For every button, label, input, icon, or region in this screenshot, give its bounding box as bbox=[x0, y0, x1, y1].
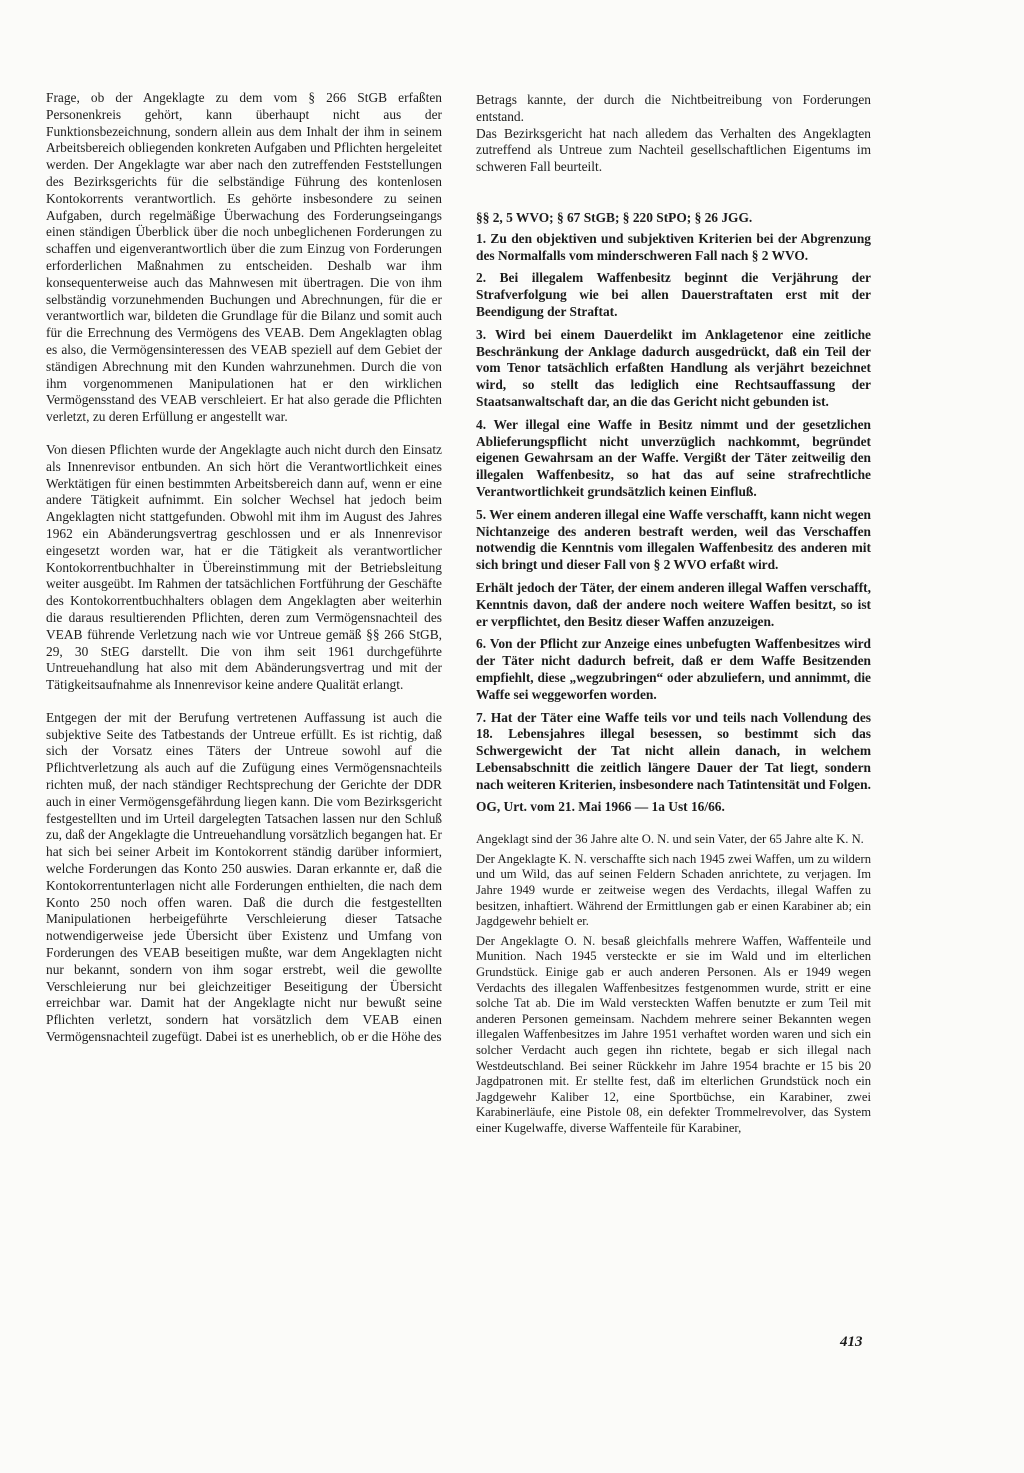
right-intro-paragraph-1: Betrags kannte, der durch die Nichtbeitreibung von Forderungen entstand. bbox=[476, 92, 871, 124]
facts-paragraph-3: Der Angeklagte O. N. besaß gleichfalls mehrere Waffen, Waffenteile und Munition. Nach 1945 versteckte er sie im Wald und im elterlichen Grundstück. Einige gab er auch anderen Personen. Als er 1949 wegen Verdachts des illegalen Waffenbesitzes festgenommen wurde, stritt er eine solche Tat ab. Die im Wald versteckten Waffen benutzte er zum Teil mit anderen Personen gemeinsam. Nachdem mehrere seiner Bekannten wegen illegalen Waffenbesitzes im Jahre 1951 verhaftet worden waren und sich ein solcher Verdacht auch gegen ihn richtete, begab er sich illegal nach Westdeutschland. Bei seiner Rückkehr im Jahre 1954 brachte er 15 bis 20 Jagdpatronen mit. Er stellte fest, daß im elterlichen Grundstück noch ein Jagdgewehr Kaliber 12, eine Sportbüchse, ein Karabiner, zwei Karabinerläufe, eine Pistole 08, ein defekter Trommelrevolver, das System einer Kugelwaffe, diverse Waffenteile für Karabiner, bbox=[476, 933, 871, 1135]
headnote-5-continued: Erhält jedoch der Täter, der einem anderen illegal Waffen verschafft, Kenntnis davon, daß der andere noch weitere Waffen besitzt, so ist er verpflichtet, den Besitz dieser Waffen anzuzeigen. bbox=[476, 579, 871, 629]
facts-paragraph-2: Der Angeklagte K. N. verschaffte sich nach 1945 zwei Waffen, um zu wildern und um Wild, das auf seinen Feldern Schaden anrichtete, zu verjagen. Im Jahre 1949 wurde er zeitweise wegen des Verdachts, illegal Waffen zu besitzen, inhaftiert. Während der Ermittlungen gab er einen Karabiner ab; ein Jagdgewehr behielt er. bbox=[476, 851, 871, 929]
headnote-5: 5. Wer einem anderen illegal eine Waffe verschafft, kann nicht wegen Nichtanzeige des anderen bestraft werden, weil das Verschaffen notwendig die Kenntnis vom illegalen Waffenbesitz des anderen mit sich bringt und dieser Fall von § 2 WVO erfaßt wird. bbox=[476, 506, 871, 573]
right-intro-paragraph-2: Das Bezirksgericht hat nach alledem das Verhalten des Angeklagten zutreffend als Untreue zum Nachteil gesellschaftlichen Eigentums im schweren Fall beurteilt. bbox=[476, 125, 871, 175]
headnote-3: 3. Wird bei einem Dauerdelikt im Anklagetenor eine zeitliche Beschränkung der Anklage dadurch ausgedrückt, daß ein Teil der vom Tenor tatsächlich erfaßten Handlung als verjährt bezeichnet wird, so stellt das lediglich eine Rechtsauffassung der Staatsanwaltschaft dar, an die das Gericht nicht gebunden ist. bbox=[476, 326, 871, 409]
page-number: 413 bbox=[840, 1334, 863, 1350]
statute-reference: §§ 2, 5 WVO; § 67 StGB; § 220 StPO; § 26 JGG. bbox=[476, 209, 753, 225]
left-column bbox=[46, 90, 442, 1046]
facts-paragraph-1: Angeklagt sind der 36 Jahre alte O. N. und sein Vater, der 65 Jahre alte K. N. bbox=[476, 832, 864, 847]
left-paragraph-1: Frage, ob der Angeklagte zu dem vom § 266 StGB erfaßten Personenkreis gehört, kann überhaupt nicht aus der Funktionsbezeichnung, sondern allein aus dem Inhalt der ihm in seinem Arbeitsbereich obliegenden konkreten Aufgaben und Pflichten hergeleitet werden. Der Angeklagte war aber nach den zutreffenden Feststellungen des Bezirksgerichts für die selbständige Führung des kontenlosen Kontokorrents verantwortlich. Es gehörte insbesondere zu seinen Aufgaben, durch regelmäßige Überwachung des Forderungseingangs einen ständigen Überblick über die noch unbeglichenen Forderungen zu schaffen und eigenverantwortlich über die zum Einzug von Forderungen erforderlichen Maßnahmen zu entscheiden. Deshalb war ihm konsequenterweise auch das Mahnwesen mit übertragen. Die von ihm selbständig vorzunehmenden Buchungen und Abrechnungen, für die er verantwortlich war, bildeten die Grundlage für die Bilanz und somit auch für die Errechnung des Vermögens des VEAB. Dem Angeklagten oblag es also, die Vermögensinteressen des VEAB speziell auf dem Gebiet der ständigen Abrechnung mit den Kunden wahrzunehmen. Durch die von ihm vorgenommenen Manipulationen hat er den wirklichen Vermögensstand des VEAB verschleiert. Er hat also gerade die Pflichten verletzt, zu deren Erfüllung er angestellt war. bbox=[46, 90, 442, 425]
court-citation: OG, Urt. vom 21. Mai 1966 — 1a Ust 16/66. bbox=[476, 799, 725, 815]
headnote-7: 7. Hat der Täter eine Waffe teils vor und teils nach Vollendung des 18. Lebensjahres illegal besessen, so bestimmt sich das Schwergewicht der Tat nicht allein danach, in welchem Lebensabschnitt die zeitlich längere Dauer der Tat liegt, sondern nach weiteren Kriterien, insbesondere nach Tatintensität und Folgen. bbox=[476, 709, 871, 792]
headnote-6: 6. Von der Pflicht zur Anzeige eines unbefugten Waffenbesitzes wird der Täter nicht dadurch befreit, daß er dem Waffe Besitzenden empfiehlt, diese „wegzubringen“ oder abzuliefern, und annimmt, die Waffe sei weggeworfen worden. bbox=[476, 636, 871, 702]
headnote-2: 2. Bei illegalem Waffenbesitz beginnt die Verjährung der Strafverfolgung wie bei allen Dauerstraftaten erst mit der Beendigung der Straftat. bbox=[476, 270, 871, 319]
headnote-4: 4. Wer illegal eine Waffe in Besitz nimmt und der gesetzlichen Ablieferungspflicht nicht unverzüglich nachkommt, begründet eigenen Gewahrsam an der Waffe. Vergißt der Täter zeitweilig den illegalen Waffenbesitz, so hat das auf seine strafrechtliche Verantwortlichkeit grundsätzlich keinen Einfluß. bbox=[476, 416, 871, 499]
headnote-1: 1. Zu den objektiven und subjektiven Kriterien bei der Abgrenzung des Normalfalls vom minderschweren Fall nach § 2 WVO. bbox=[476, 230, 871, 263]
right-column bbox=[476, 92, 871, 1141]
facts-section bbox=[476, 832, 871, 1136]
left-paragraph-3: Entgegen der mit der Berufung vertretenen Auffassung ist auch die subjektive Seite des Tatbestands der Untreue erfüllt. Es ist richtig, daß sich der Vorsatz eines Täters der Untreue sowohl auf die Pflichtverletzung als auch auf die Zufügung eines Vermögensnachteils richten muß, der nach ständiger Rechtsprechung der Gerichte der DDR auch in einer Vermögensgefährdung liegen kann. Die vom Bezirksgericht festgestellten und im Urteil dargelegten Tatsachen lassen nur den Schluß zu, daß der Angeklagte die Untreuehandlung vorsätzlich begangen hat. Er hat sich bei seiner Arbeit im Kontokorrent ständig darüber informiert, welche Forderungen das Konto 250 auswies. Daran erkannte er, daß die Kontokorrentunterlagen nicht alle Forderungen enthielten, die nach dem Konto 250 noch offen waren. Daß die durch die festgestellten Manipulationen herbeigeführte Verschleierung dieser Tatsache notwendigerweise jede Übersicht über Existenz und Umfang von Forderungen des VEAB beseitigen mußte, war dem Angeklagten nicht nur bekannt, sondern von ihm sogar erstrebt, weil die gewollte Verschleierung nur bei gleichzeitiger Beseitigung der Übersicht erreichbar war. Damit hat der Angeklagte nicht nur bewußt seine Pflichten verletzt, sondern hat vorsätzlich dem VEAB einen Vermögensnachteil zugefügt. Dabei ist es unerheblich, ob er die Höhe des bbox=[46, 709, 442, 1045]
left-paragraph-2: Von diesen Pflichten wurde der Angeklagte auch nicht durch den Einsatz als Innenrevisor entbunden. An sich hört die Verantwortlichkeit eines Werktätigen für einen bestimmten Arbeitsbereich dann auf, wenn er eine andere Tätigkeit aufnimmt. Ein solcher Wechsel hat jedoch beim Angeklagten nicht stattgefunden. Obwohl mit ihm im August des Jahres 1962 ein Abänderungsvertrag geschlossen und er als Innenrevisor eingesetzt worden war, hat er die Tätigkeit als verantwortlicher Kontokorrentbuchhalter in Übereinstimmung mit der Betriebsleitung weiter ausgeübt. Im Rahmen der tatsächlichen Fortführung der Geschäfte des Kontokorrentbuchhalters oblagen dem Angeklagten aber weiterhin die daraus resultierenden Pflichten, deren zum Vermögensnachteil des VEAB führende Verletzung nach wie vor Untreue gemäß §§ 266 StGB, 29, 30 StEG darstellt. Die von ihm seit 1961 durchgeführte Untreuehandlung hat also mit dem Abänderungsvertrag und mit der Tätigkeitsaufnahme als Innenrevisor keine andere Qualität erlangt. bbox=[46, 441, 442, 693]
